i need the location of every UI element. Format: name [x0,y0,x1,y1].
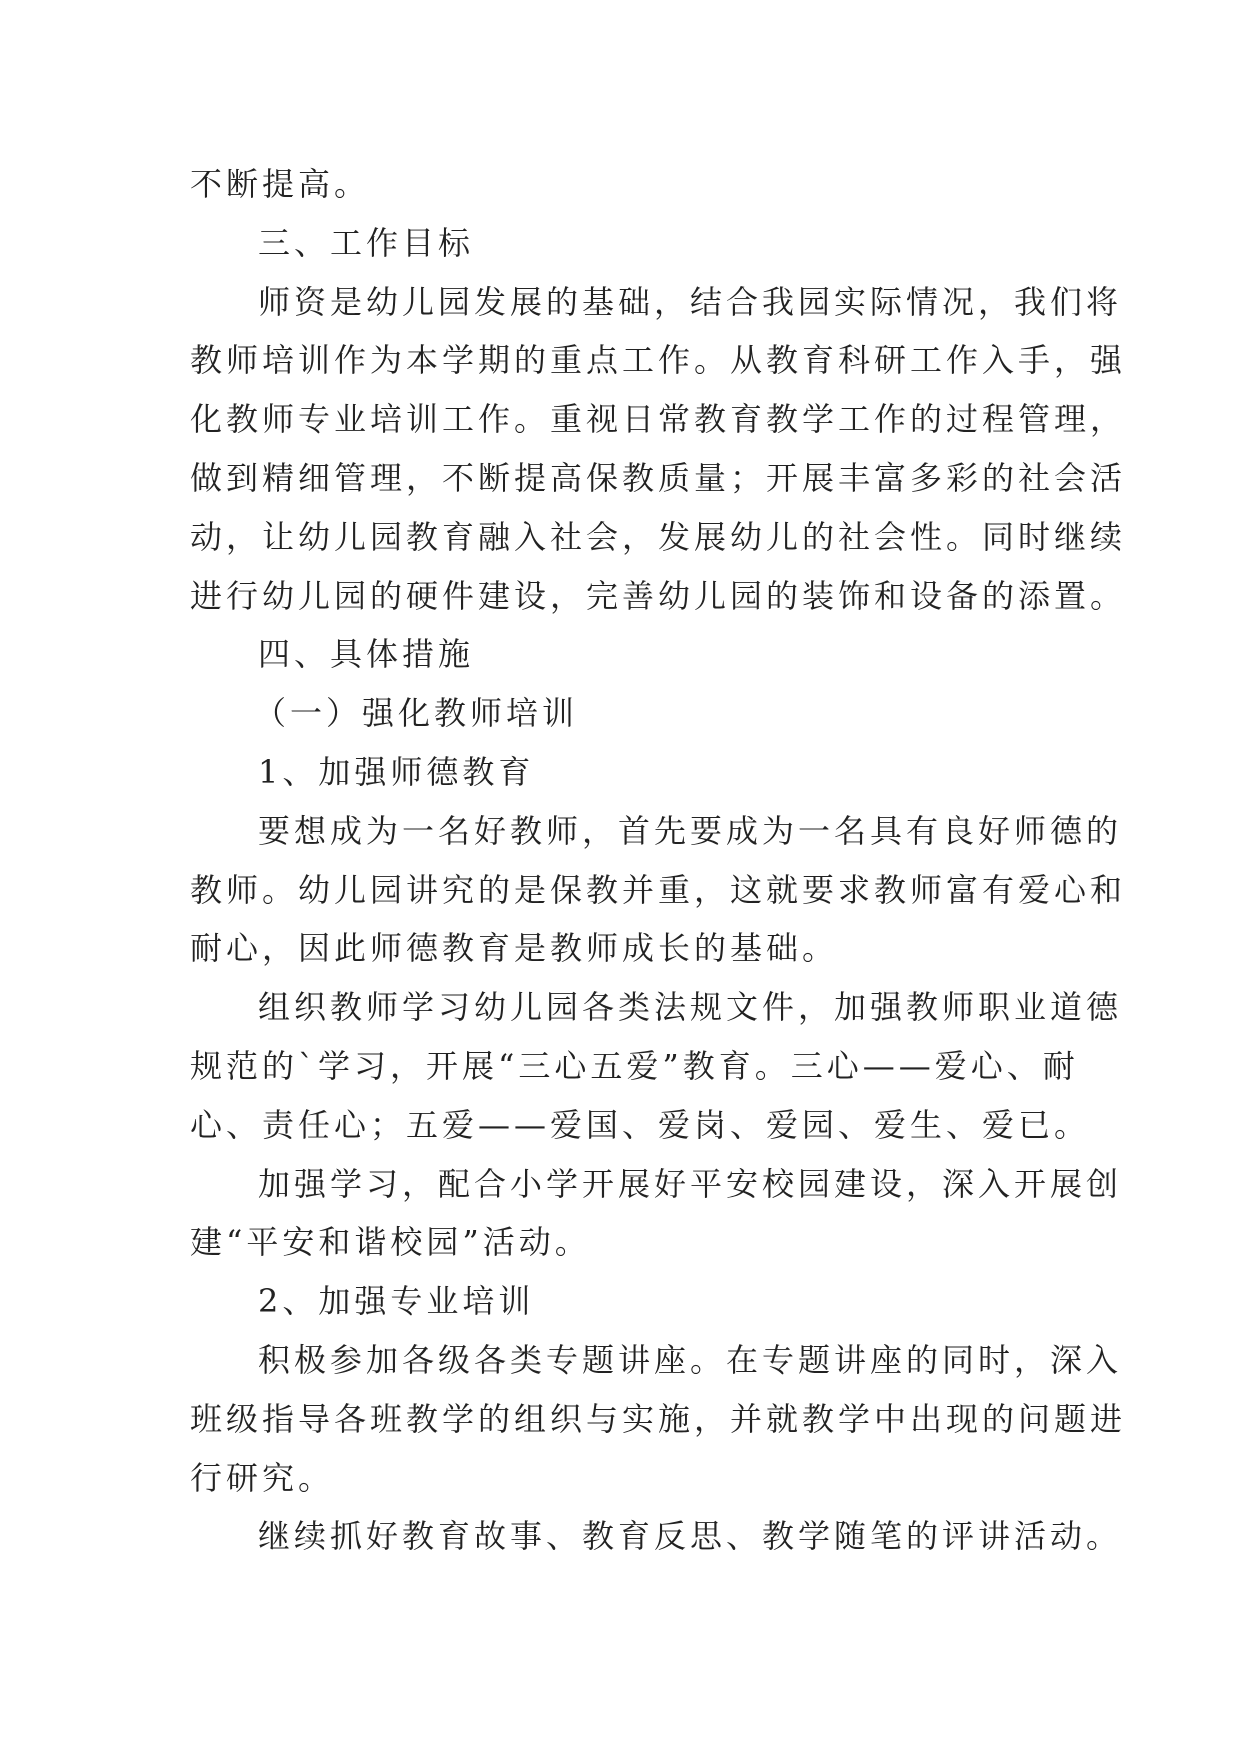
paragraph-start: 积极参加各级各类专题讲座。在专题讲座的同时，深入 [258,1340,1123,1379]
paragraph-start: 要想成为一名好教师，首先要成为一名具有良好师德的 [258,811,1123,850]
paragraph-start: 组织教师学习幼儿园各类法规文件，加强教师职业道德 [258,988,1123,1027]
text-line: 教师培训作为本学期的重点工作。从教育科研工作入手，强 [190,341,1127,380]
text-line: 不断提高。 [190,165,371,203]
paragraph-start: 加强学习，配合小学开展好平安校园建设，深入开展创 [258,1164,1123,1203]
text-line: 耐心，因此师德教育是教师成长的基础。 [190,929,839,968]
text-line: 行研究。 [190,1458,335,1497]
document-body [190,155,1127,1566]
subsection-heading: （一）强化教师培训 [254,694,579,733]
text-line: 建“平安和谐校园”活动。 [190,1223,591,1262]
section-heading: 四、具体措施 [258,635,475,674]
text-line: 教师。幼儿园讲究的是保教并重，这就要求教师富有爱心和 [190,870,1127,909]
paragraph-start: 师资是幼儿园发展的基础，结合我园实际情况，我们将 [258,282,1123,321]
text-line: 规范的`学习，开展“三心五爱”教育。三心——爱心、耐 [190,1046,1079,1085]
item-heading: 1、加强师德教育 [258,752,535,791]
text-line: 动，让幼儿园教育融入社会，发展幼儿的社会性。同时继续 [190,517,1127,556]
text-line: 化教师专业培训工作。重视日常教育教学工作的过程管理， [190,400,1127,439]
text-line: 班级指导各班教学的组织与实施，并就教学中出现的问题进 [190,1399,1127,1438]
text-line: 心、责任心；五爱——爱国、爱岗、爱园、爱生、爱已。 [190,1105,1091,1144]
paragraph-start: 继续抓好教育故事、教育反思、教学随笔的评讲活动。 [258,1517,1123,1556]
item-heading: 2、加强专业培训 [258,1282,535,1321]
section-heading: 三、工作目标 [258,223,475,262]
text-line: 做到精细管理，不断提高保教质量；开展丰富多彩的社会活 [190,458,1127,497]
text-line: 进行幼儿园的硬件建设，完善幼儿园的装饰和设备的添置。 [190,576,1127,615]
